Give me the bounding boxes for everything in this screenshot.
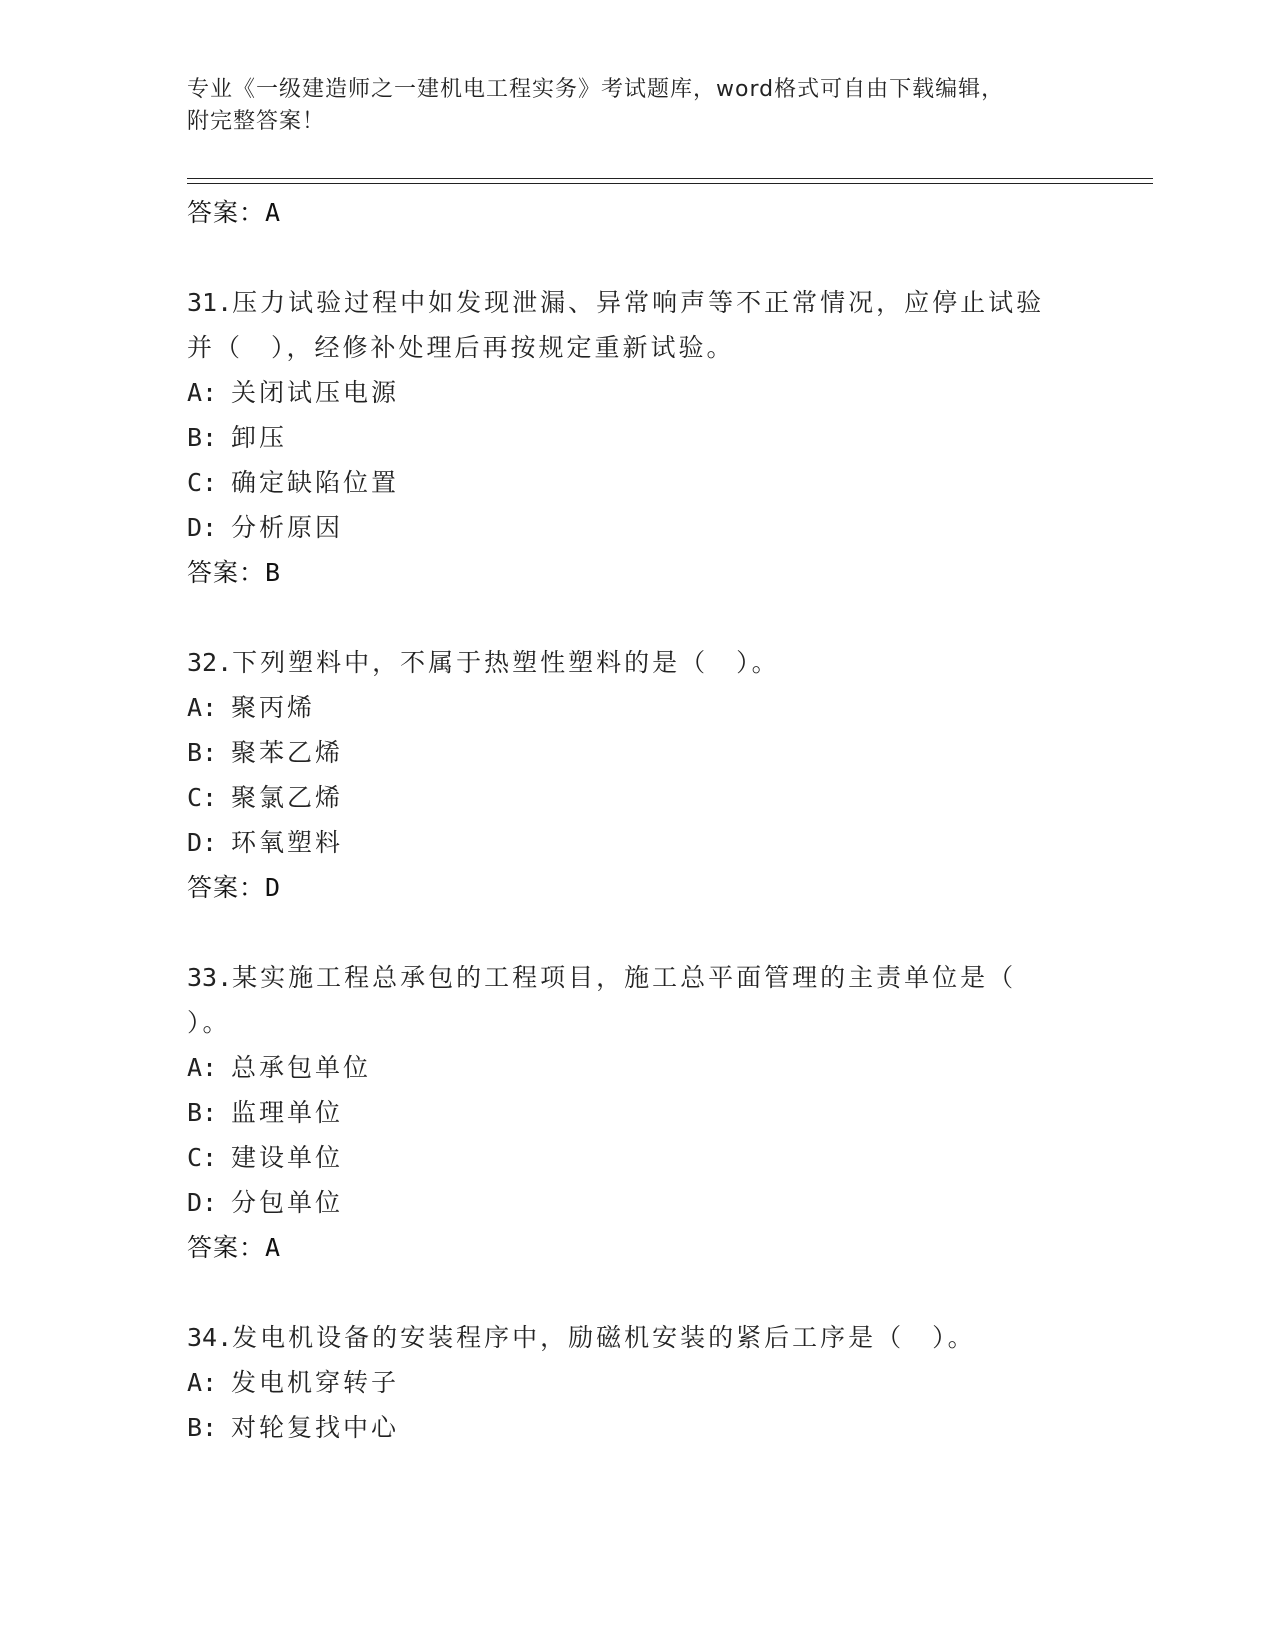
option-key: D: bbox=[187, 828, 218, 857]
document-header bbox=[187, 74, 1067, 138]
option-text: 环氧塑料 bbox=[231, 828, 344, 857]
option-c bbox=[187, 460, 1087, 505]
question-number: 32. bbox=[187, 648, 233, 677]
answer-line bbox=[187, 550, 1087, 596]
option-a bbox=[187, 370, 1087, 415]
header-divider-bottom bbox=[187, 183, 1153, 184]
option-text: 聚苯乙烯 bbox=[231, 738, 344, 767]
answer-label: 答案： bbox=[187, 1233, 266, 1262]
option-d bbox=[187, 820, 1087, 865]
option-a bbox=[187, 1045, 1087, 1090]
answer-line bbox=[187, 865, 1087, 911]
header-divider-top bbox=[187, 178, 1153, 179]
option-key: B: bbox=[187, 738, 218, 767]
option-text: 发电机穿转子 bbox=[231, 1368, 400, 1397]
option-text: 分析原因 bbox=[231, 513, 344, 542]
question-32 bbox=[187, 640, 1087, 911]
answer-label: 答案： bbox=[187, 558, 266, 587]
question-text-line-2: ）。 bbox=[187, 1008, 231, 1037]
question-33 bbox=[187, 955, 1087, 1271]
option-key: D: bbox=[187, 513, 218, 542]
question-text-line-1: 某实施工程总承包的工程项目，施工总平面管理的主责单位是（ bbox=[232, 963, 1017, 992]
option-text: 分包单位 bbox=[231, 1188, 344, 1217]
header-line-2: 附完整答案！ bbox=[187, 109, 326, 134]
question-number: 33. bbox=[187, 963, 233, 992]
question-text-line-1: 发电机设备的安装程序中，励磁机安装的紧后工序是（ ）。 bbox=[232, 1323, 976, 1352]
option-b bbox=[187, 1090, 1087, 1135]
option-b bbox=[187, 415, 1087, 460]
document-body bbox=[187, 190, 1087, 1450]
option-text: 监理单位 bbox=[231, 1098, 344, 1127]
option-d bbox=[187, 1180, 1087, 1225]
option-b bbox=[187, 730, 1087, 775]
option-key: D: bbox=[187, 1188, 218, 1217]
option-key: B: bbox=[187, 1413, 218, 1442]
question-text-line-1: 下列塑料中，不属于热塑性塑料的是（ ）。 bbox=[232, 648, 780, 677]
question-number: 34. bbox=[187, 1323, 233, 1352]
option-a bbox=[187, 685, 1087, 730]
answer-line bbox=[187, 1225, 1087, 1271]
option-key: A: bbox=[187, 1053, 218, 1082]
answer-label: 答案： bbox=[187, 873, 266, 902]
answer-value: B bbox=[265, 558, 282, 587]
question-text bbox=[187, 280, 1087, 325]
option-c bbox=[187, 1135, 1087, 1180]
option-text: 对轮复找中心 bbox=[231, 1413, 400, 1442]
option-text: 关闭试压电源 bbox=[231, 378, 400, 407]
option-key: A: bbox=[187, 1368, 218, 1397]
header-line-1: 专业《一级建造师之一建机电工程实务》考试题库，word格式可自由下载编辑， bbox=[187, 77, 1005, 102]
question-text bbox=[187, 640, 1087, 685]
option-key: A: bbox=[187, 378, 218, 407]
option-a bbox=[187, 1360, 1087, 1405]
answer-value: A bbox=[265, 1233, 282, 1262]
question-34 bbox=[187, 1315, 1087, 1450]
question-text-line-1: 压力试验过程中如发现泄漏、异常响声等不正常情况，应停止试验 bbox=[232, 288, 1045, 317]
option-key: C: bbox=[187, 783, 218, 812]
option-text: 聚丙烯 bbox=[231, 693, 316, 722]
answer-value: A bbox=[265, 198, 282, 227]
option-text: 建设单位 bbox=[231, 1143, 344, 1172]
option-key: C: bbox=[187, 468, 218, 497]
option-key: A: bbox=[187, 693, 218, 722]
option-b bbox=[187, 1405, 1087, 1450]
option-key: B: bbox=[187, 423, 218, 452]
option-text: 聚氯乙烯 bbox=[231, 783, 344, 812]
option-text: 卸压 bbox=[231, 423, 288, 452]
question-31 bbox=[187, 280, 1087, 596]
question-number: 31. bbox=[187, 288, 233, 317]
option-c bbox=[187, 775, 1087, 820]
question-text bbox=[187, 1315, 1087, 1360]
option-d bbox=[187, 505, 1087, 550]
option-key: B: bbox=[187, 1098, 218, 1127]
option-text: 确定缺陷位置 bbox=[231, 468, 400, 497]
option-key: C: bbox=[187, 1143, 218, 1172]
answer-label: 答案： bbox=[187, 198, 266, 227]
option-text: 总承包单位 bbox=[231, 1053, 372, 1082]
answer-value: D bbox=[265, 873, 282, 902]
question-text bbox=[187, 955, 1087, 1000]
answer-line bbox=[187, 190, 1087, 236]
question-text-line-2: 并（ ），经修补处理后再按规定重新试验。 bbox=[187, 333, 735, 362]
